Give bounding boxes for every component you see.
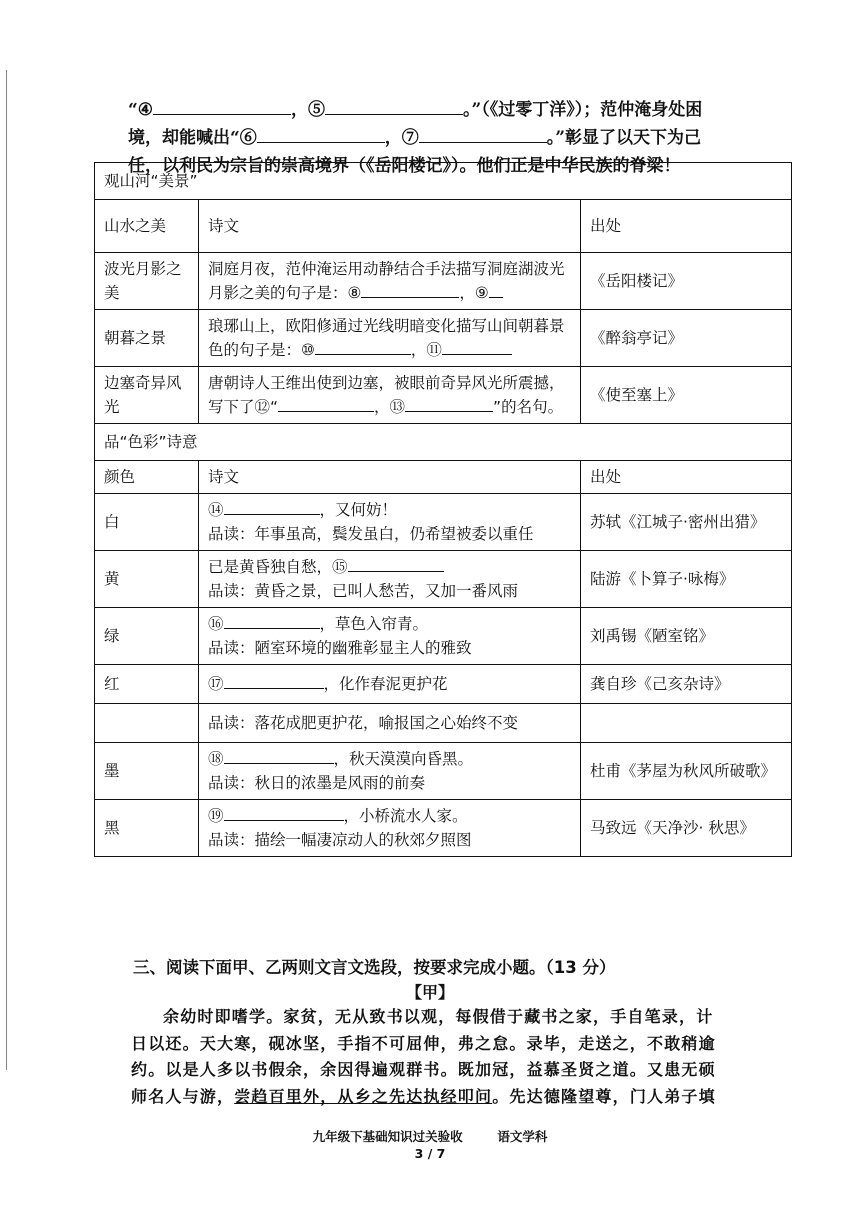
- passage-line: [131, 1084, 731, 1111]
- passage-line: 余幼时即嗜学。家贫，无从致书以观，每假借于藏书之家，手自笔录，计: [163, 1007, 714, 1026]
- page-footer: [0, 1128, 860, 1162]
- passage-line: 日以还。天大寒，砚冰坚，手指不可屈伸，弗之怠。录毕，走送之，不敢稍逾: [131, 1033, 716, 1053]
- row-text-part: 唐朝诗人王维出使到边塞，被眼前奇异风光所震撼，写下了⑫“: [208, 374, 565, 416]
- intro-text: ，⑦: [384, 128, 419, 148]
- answer-blank-13[interactable]: [405, 395, 493, 412]
- pindu-text: 品读：陋室环境的幽雅彰显主人的雅致: [208, 639, 472, 657]
- column-header: 颜色: [95, 461, 199, 494]
- section-row-scenery: [95, 163, 792, 200]
- passage-text: 。先达德隆望尊，门人弟子填: [492, 1086, 716, 1106]
- underlined-sentence: 尝趋百里外，从乡之先达执经叩问: [234, 1086, 493, 1106]
- table-row: [95, 310, 792, 367]
- answer-blank-7[interactable]: [419, 126, 547, 143]
- column-header: 出处: [581, 461, 792, 494]
- table-row: [95, 367, 792, 424]
- answer-blank-4[interactable]: [153, 98, 291, 115]
- row-text-part: ⑰: [208, 675, 224, 693]
- row-label: 朝暮之景: [95, 310, 199, 367]
- row-text-part: ，⑪: [410, 341, 442, 359]
- row-text-part: ，草色入帘青。: [319, 615, 429, 633]
- section-title: 品“色彩”诗意: [95, 424, 792, 461]
- table-row: [95, 253, 792, 310]
- column-header: 出处: [581, 200, 792, 253]
- table-row: [95, 704, 792, 743]
- table-row: [95, 800, 792, 857]
- passage-jia-title: 【甲】: [405, 983, 454, 1002]
- row-text: [199, 665, 581, 704]
- table-row: [95, 551, 792, 608]
- row-text: [199, 551, 581, 608]
- row-text-part: ⑯: [208, 615, 224, 633]
- answer-blank-11[interactable]: [442, 338, 512, 355]
- row-text-part: ，⑨: [459, 284, 489, 302]
- answer-blank-9[interactable]: [489, 281, 503, 298]
- row-color: 黑: [95, 800, 199, 857]
- header-row: [95, 461, 792, 494]
- intro-line-2: [128, 124, 738, 152]
- row-text: [199, 253, 581, 310]
- row-text-part: ”的名句。: [493, 398, 564, 416]
- pindu-text: 品读：落花成肥更护花，喻报国之心始终不变: [199, 704, 581, 743]
- row-text-part: ⑭: [208, 501, 224, 519]
- answer-blank-14[interactable]: [224, 498, 320, 515]
- row-source: 《使至塞上》: [581, 367, 792, 424]
- pindu-text: 品读：年事虽高，鬓发虽白，仍希望被委以重任: [208, 525, 534, 543]
- answer-blank-12[interactable]: [278, 395, 374, 412]
- answer-blank-5[interactable]: [325, 98, 463, 115]
- row-color: 墨: [95, 743, 199, 800]
- answer-blank-8[interactable]: [361, 281, 459, 298]
- row-text-part: ，秋天漠漠向昏黑。: [333, 750, 474, 768]
- section-row-colors: [95, 424, 792, 461]
- column-header: 山水之美: [95, 200, 199, 253]
- question-3-heading: 三、阅读下面甲、乙两则文言文选段，按要求完成小题。（13 分）: [133, 958, 616, 977]
- passage-text: 师名人与游，: [131, 1086, 235, 1106]
- row-source: 苏轼《江城子·密州出猎》: [581, 494, 792, 551]
- row-text-part: ⑲: [208, 807, 224, 825]
- page-number: 3 / 7: [414, 1146, 446, 1161]
- row-text: [199, 310, 581, 367]
- row-text-part: ，化作春泥更护花: [323, 675, 448, 693]
- row-text: [199, 743, 581, 800]
- row-source: 刘禹锡《陋室铭》: [581, 608, 792, 665]
- row-text-part: ，小桥流水人家。: [343, 807, 468, 825]
- row-source: 陆游《卜算子·咏梅》: [581, 551, 792, 608]
- row-color: 绿: [95, 608, 199, 665]
- row-source-empty: [581, 704, 792, 743]
- intro-text: 。”（《过零丁洋》）；范仲淹身处困: [463, 100, 703, 120]
- row-color: 黄: [95, 551, 199, 608]
- intro-line-3: 任，以利民为宗旨的崇高境界（《岳阳楼记》）。他们正是中华民族的脊梁！: [128, 156, 681, 176]
- table-row: [95, 608, 792, 665]
- column-header: 诗文: [199, 200, 581, 253]
- table-row: [95, 494, 792, 551]
- answer-blank-17[interactable]: [224, 672, 324, 689]
- row-source: 马致远《天净沙· 秋思》: [581, 800, 792, 857]
- section-title: 观山河“美景”: [95, 163, 792, 200]
- header-row: [95, 200, 792, 253]
- row-color: 白: [95, 494, 199, 551]
- row-text: [199, 800, 581, 857]
- intro-text: “④: [128, 100, 154, 120]
- row-color-empty: [95, 704, 199, 743]
- pindu-text: 品读：黄昏之景，已叫人愁苦，又加一番风雨: [208, 582, 519, 600]
- table-row: [95, 743, 792, 800]
- answer-blank-18[interactable]: [224, 747, 334, 764]
- row-text: [199, 608, 581, 665]
- row-source: 《醉翁亭记》: [581, 310, 792, 367]
- row-text-part: 琅琊山上，欧阳修通过光线明暗变化描写山间朝暮景色的句子是：⑩: [208, 317, 565, 359]
- page-edge-line: [6, 70, 7, 1070]
- poetry-table: [94, 162, 792, 857]
- row-text-part: ⑱: [208, 750, 224, 768]
- row-text-part: ，⑬: [374, 398, 406, 416]
- intro-text: 境，却能喊出“⑥: [128, 128, 257, 148]
- row-text-part: ，又何妨！: [319, 501, 398, 519]
- row-source: 龚自珍《己亥杂诗》: [581, 665, 792, 704]
- intro-line-1: [128, 96, 738, 124]
- answer-blank-6[interactable]: [257, 126, 385, 143]
- pindu-text: 品读：描绘一幅凄凉动人的秋郊夕照图: [208, 831, 472, 849]
- answer-blank-10[interactable]: [315, 338, 411, 355]
- row-text: [199, 367, 581, 424]
- row-text: [199, 494, 581, 551]
- table-row: [95, 665, 792, 704]
- row-color: 红: [95, 665, 199, 704]
- answer-blank-16[interactable]: [224, 612, 320, 629]
- row-source: 杜甫《茅屋为秋风所破歌》: [581, 743, 792, 800]
- row-text-part: 已是黄昏独自愁，⑮: [208, 558, 348, 576]
- pindu-text: 品读：秋日的浓墨是风雨的前奏: [208, 774, 426, 792]
- row-label: 波光月影之美: [95, 253, 199, 310]
- answer-blank-15[interactable]: [348, 555, 444, 572]
- intro-text: ，⑤: [291, 100, 326, 120]
- row-label: 边塞奇异风光: [95, 367, 199, 424]
- footer-title: 九年级下基础知识过关验收 语文学科: [312, 1129, 548, 1144]
- row-source: 《岳阳楼记》: [581, 253, 792, 310]
- column-header: 诗文: [199, 461, 581, 494]
- answer-blank-19[interactable]: [224, 804, 344, 821]
- classical-passage: [131, 1004, 731, 1110]
- passage-line: 约。以是人多以书假余，余因得遍观群书。既加冠，益慕圣贤之道。又患无硕: [131, 1060, 716, 1079]
- row-text-part: 洞庭月夜，范仲淹运用动静结合手法描写洞庭湖波光月影之美的句子是：⑧: [208, 260, 565, 302]
- intro-text: 。”彰显了以天下为己: [546, 128, 702, 148]
